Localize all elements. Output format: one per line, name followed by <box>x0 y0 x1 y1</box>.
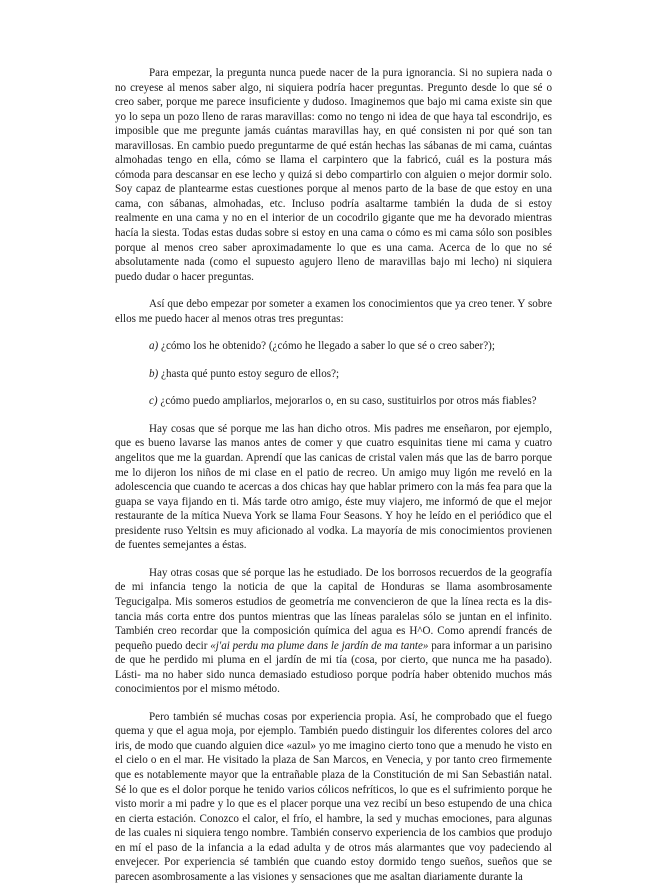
paragraph-examine: Así que debo empezar por someter a examen los conocimientos que ya creo tener. Y sobre ellos me puedo hacer al menos otras tres preguntas: <box>115 298 552 325</box>
list-item-a <box>149 339 552 354</box>
list-marker: b) <box>149 367 159 380</box>
paragraph-studied-part-b: para informar a un parisino de que he perdido mi pluma en el jardín de mi tía (cosa, por cierto, que nunca me ha pasado). Lásti- ma no haber sido nunca demasiado estudioso porque podría haber obtenido muchos más conocimientos por el mismo método. <box>115 639 553 696</box>
french-quote: «j'ai perdu ma plume dans le jardín de ma tante» <box>210 639 429 652</box>
document-page <box>115 66 552 884</box>
list-text: ¿hasta qué punto estoy seguro de ellos?; <box>161 367 340 380</box>
paragraph-told-by-others: Hay cosas que sé porque me las han dicho otros. Mis padres me enseñaron, por ejemplo, que es bueno lavarse las manos antes de comer y que cuatro esquinitas tiene mi cama y cuatro angelitos que me la guardan. Aprendí que las canicas de cristal valen más que las de barro porque me lo dijeron los niños de mi clase en el patio de recreo. Un amigo muy ligón me reveló en la adolescencia que cuando te acercas a dos chicas hay que hablar primero con la más fea para que la guapa se vaya fijando en ti. Más tarde otro amigo, éste muy viajero, me informó de que el mejor restaurante de la mítica Nueva York se llama Four Seasons. Y hoy he leído en el periódico que el presidente ruso Yeltsin es muy aficionado al vodka. La mayoría de mis conocimientos provienen de fuentes semejantes a éstas. <box>115 422 552 552</box>
list-item-b <box>149 367 552 382</box>
list-text: ¿cómo los he obtenido? (¿cómo he llegado a saber lo que sé o creo saber?); <box>161 340 495 353</box>
list-item-c <box>149 394 552 409</box>
paragraph-experience: Pero también sé muchas cosas por experiencia propia. Así, he comprobado que el fuego quema y que el agua moja, por ejemplo. También puedo distinguir los diferentes colores del arco iris, de modo que cuando alguien dice «azul» yo me imagino cierto tono que a menudo he visto en el cielo o en el mar. He visitado la plaza de San Marcos, en Venecia, y por tanto creo firmemente que es notablemente mayor que la entrañable plaza de la Constitución de mi San Sebastián natal. Sé lo que es el dolor porque he tenido varios cólicos nefríticos, lo que es el sufrimiento porque he visto morir a mi padre y lo que es el placer porque una vez recibí un beso estupendo de una chica en cierta estación. Conozco el calor, el frío, el hambre, la sed y muchas emociones, para algunas de las cuales ni siquiera tengo nombre. También conservo experiencia de los cambios que produjo en mí el paso de la infancia a la edad adulta y de otros más alarmantes que voy padeciendo al envejecer. Por experiencia sé también que cuando estoy dormido tengo sueños, sueños que se parecen asombrosamente a las visiones y sensaciones que me asaltan diariamente durante la <box>115 710 552 883</box>
paragraph-studied <box>115 566 552 697</box>
list-marker: a) <box>149 340 159 353</box>
list-marker: c) <box>149 395 158 408</box>
list-text: ¿cómo puedo ampliarlos, mejorarlos o, en su caso, sustituirlos por otros más fiables? <box>160 395 537 408</box>
paragraph-studied-part-a: Hay otras cosas que sé porque las he estudiado. De los borrosos recuerdos de la geografía de mi infancia tengo la noticia de que la capital de Honduras se llama asombrosamente Tegucigalpa. Mis someros estudios de geometría me convencieron de que la línea recta es la dis- tancia más corta entre dos puntos mientras que las líneas paralelas sólo se juntan en el infinito. También creo recordar que la composición química del agua es H^O. Como aprendí francés de pequeño puedo decir <box>115 566 552 652</box>
paragraph-intro: Para empezar, la pregunta nunca puede nacer de la pura ignorancia. Si no supiera nada o no creyese al menos saber algo, ni siquiera podría hacer preguntas. Pregunto desde lo que sé o creo saber, porque me parece insuficiente y dudoso. Imaginemos que bajo mi cama existe sin que yo lo sepa un pozo lleno de raras maravillas: como no tengo ni idea de que haya tal escondrijo, es imposible que me pregunte jamás cuántas maravillas hay, en qué consisten ni por qué son tan maravillosas. En cambio puedo preguntarme de qué están hechas las sábanas de mi cama, cuántas almohadas tengo en ella, cómo se llama el carpintero que la fabricó, cuál es la postura más cómoda para descansar en ese lecho y quizá si debo compartirlo con alguien o mejor dormir solo. Soy capaz de plantearme estas cuestiones porque al menos parto de la base de que estoy en una cama, con sábanas, almohadas, etc. Incluso podría asaltarme también la duda de si estoy realmente en una cama y no en el interior de un cocodrilo gigante que me ha devorado mientras hacía la siesta. Todas estas dudas sobre si estoy en una cama o cómo es mi cama sólo son posibles porque al menos creo saber aproximadamente lo que es una cama. Acerca de lo que no sé absolutamente nada (como el supuesto agujero lleno de maravillas bajo mi lecho) ni siquiera puedo dudar o hacer preguntas. <box>115 67 552 283</box>
